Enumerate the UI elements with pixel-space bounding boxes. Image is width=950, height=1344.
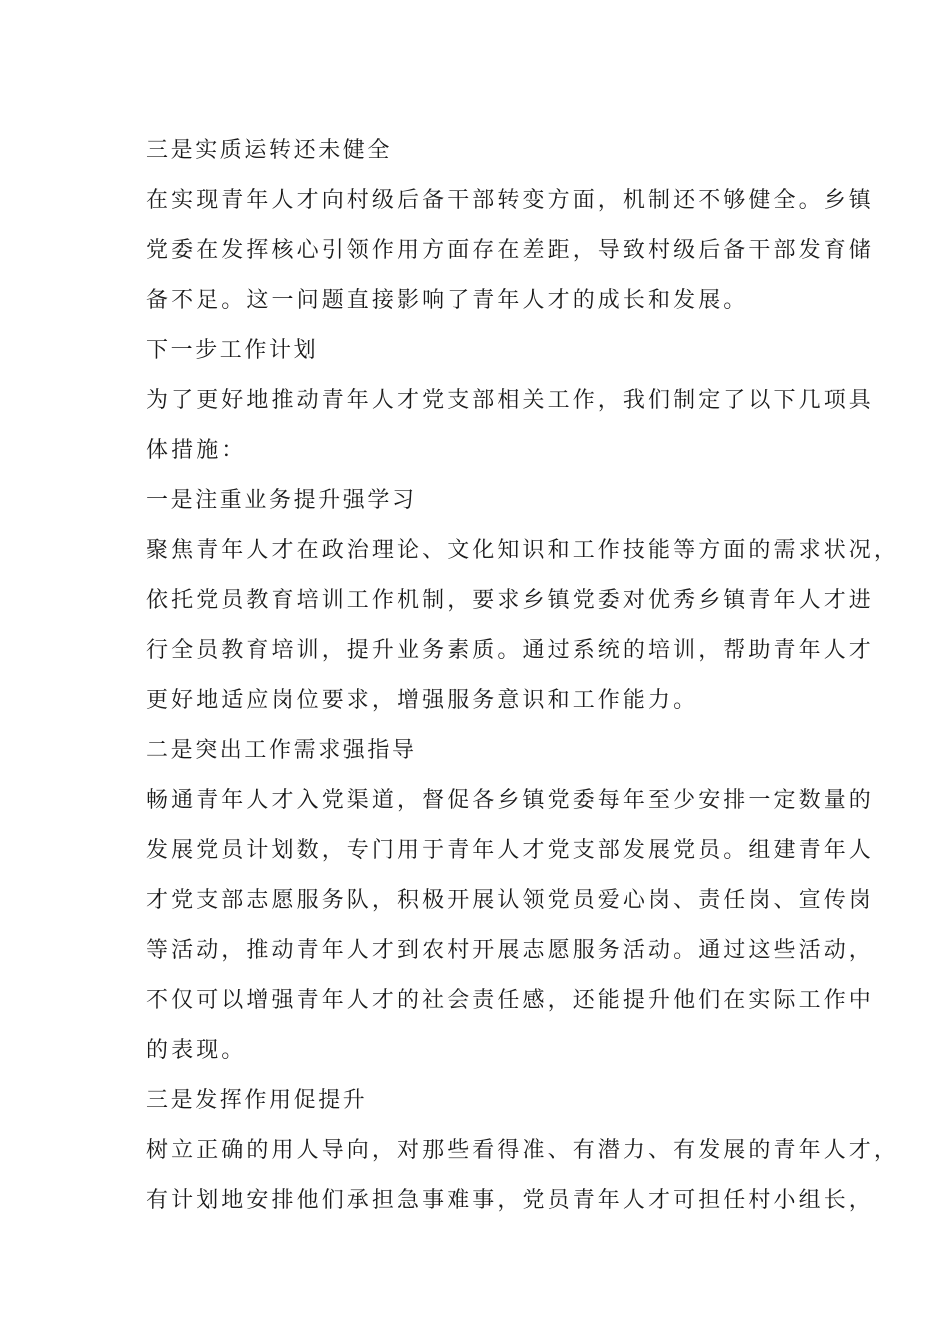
paragraph-line: 依托党员教育培训工作机制，要求乡镇党委对优秀乡镇青年人才进	[146, 588, 874, 613]
paragraph-line: 等活动，推动青年人才到农村开展志愿服务活动。通过这些活动，	[146, 938, 874, 963]
paragraph-line: 畅通青年人才入党渠道，督促各乡镇党委每年至少安排一定数量的	[146, 788, 874, 813]
section-heading-next-plan: 下一步工作计划	[146, 338, 319, 363]
paragraph-line: 树立正确的用人导向，对那些看得准、有潜力、有发展的青年人才，	[146, 1138, 900, 1163]
paragraph-line: 才党支部志愿服务队，积极开展认领党员爱心岗、责任岗、宣传岗	[146, 888, 874, 913]
paragraph-line: 体措施：	[146, 438, 247, 463]
paragraph-line: 备不足。这一问题直接影响了青年人才的成长和发展。	[146, 288, 749, 313]
section-heading-substantive-operation: 三是实质运转还未健全	[146, 138, 393, 163]
section-heading-learning: 一是注重业务提升强学习	[146, 488, 417, 513]
paragraph-line: 的表现。	[146, 1038, 247, 1063]
paragraph-line: 有计划地安排他们承担急事难事，党员青年人才可担任村小组长，	[146, 1188, 874, 1213]
paragraph-line: 更好地适应岗位要求，增强服务意识和工作能力。	[146, 688, 699, 713]
section-heading-guidance: 二是突出工作需求强指导	[146, 738, 417, 763]
paragraph-line: 党委在发挥核心引领作用方面存在差距，导致村级后备干部发育储	[146, 238, 874, 263]
paragraph-line: 为了更好地推动青年人才党支部相关工作，我们制定了以下几项具	[146, 388, 874, 413]
paragraph-line: 行全员教育培训，提升业务素质。通过系统的培训，帮助青年人才	[146, 638, 874, 663]
section-heading-role: 三是发挥作用促提升	[146, 1088, 368, 1113]
paragraph-line: 发展党员计划数，专门用于青年人才党支部发展党员。组建青年人	[146, 838, 874, 863]
paragraph-line: 不仅可以增强青年人才的社会责任感，还能提升他们在实际工作中	[146, 988, 874, 1013]
paragraph-line: 在实现青年人才向村级后备干部转变方面，机制还不够健全。乡镇	[146, 188, 874, 213]
paragraph-line: 聚焦青年人才在政治理论、文化知识和工作技能等方面的需求状况，	[146, 538, 900, 563]
